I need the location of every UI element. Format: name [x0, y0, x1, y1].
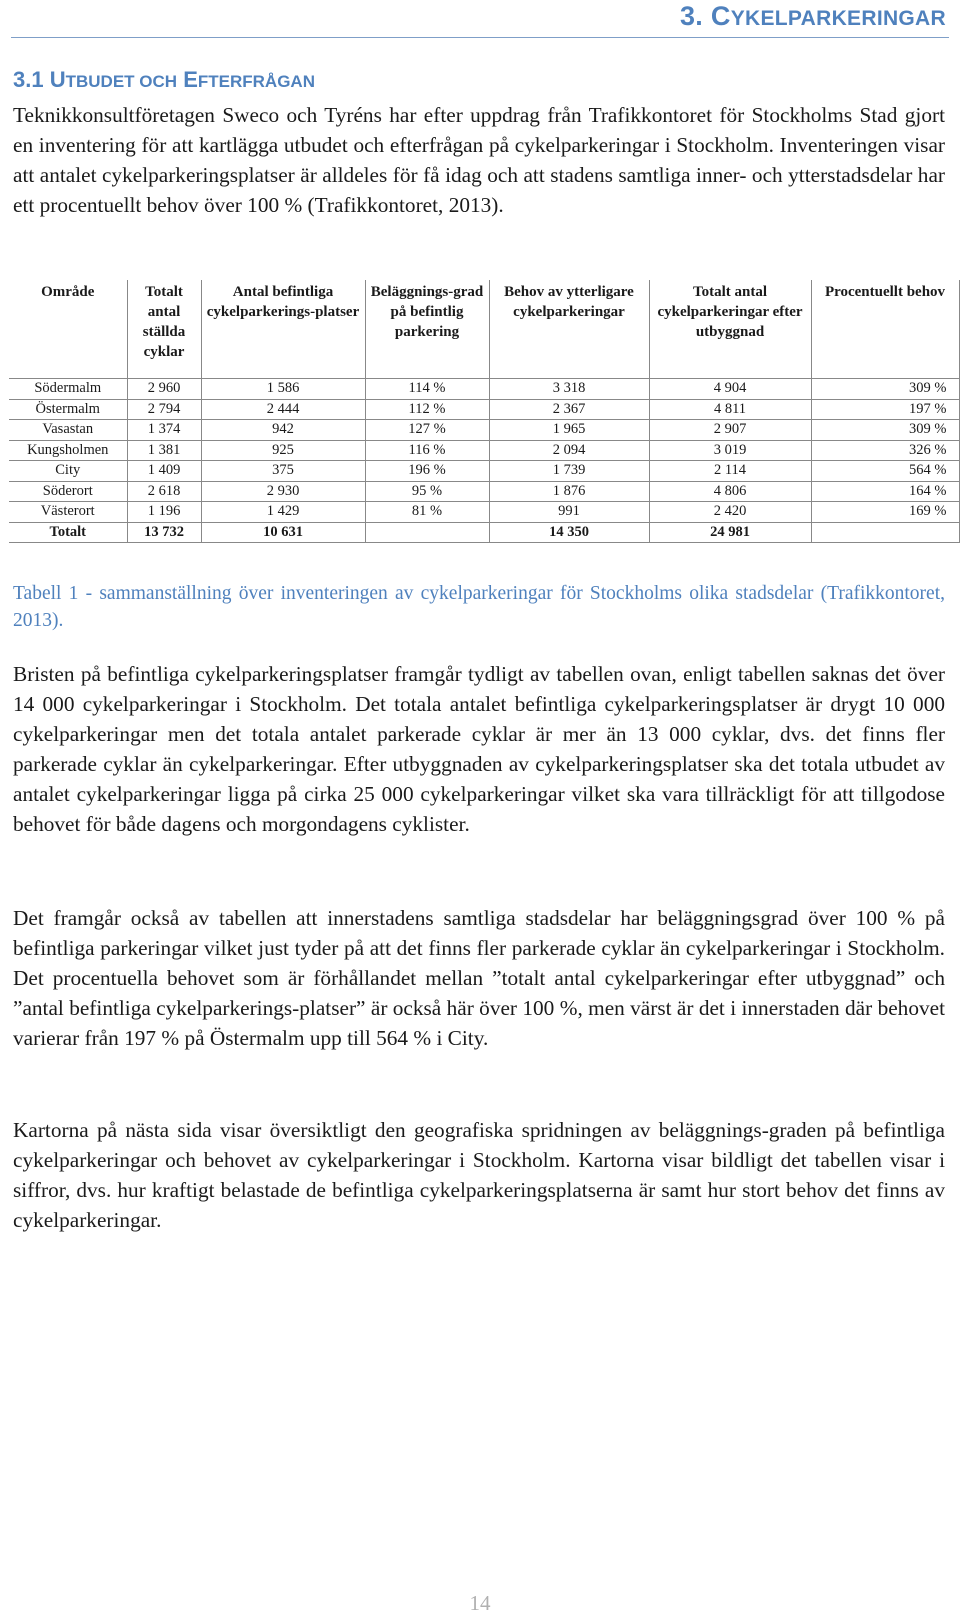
section-title-part-1: TBUDET OCH: [65, 72, 178, 91]
section-initial-2: E: [183, 67, 198, 92]
section-title-part-2: FTERFRÅGAN: [197, 72, 315, 91]
cell: 114 %: [365, 379, 489, 400]
body-paragraph-4: Kartorna på nästa sida visar översiktligt den geografiska spridningen av beläggnings-graden på befintliga cykelparkeringar och behovet av cykelparkeringar i Stockholm. Kartorna visar bildligt det tabellen visar i siffror, dvs. hur kraftigt belastade de befintliga cykelparkeringsplatserna är samt hur stort behov det finns av cykelparkeringar.: [13, 1118, 945, 1232]
cell: 925: [201, 440, 365, 461]
cell: 309 %: [811, 379, 959, 400]
cell: 4 904: [649, 379, 811, 400]
cell: 1 739: [489, 461, 649, 482]
cell: 1 429: [201, 502, 365, 523]
cell: 2 930: [201, 481, 365, 502]
cell: 81 %: [365, 502, 489, 523]
header-totalt-antal-stallda-cyklar: Totalt antal ställda cyklar: [127, 280, 201, 379]
cell: 1 876: [489, 481, 649, 502]
cell: 2 094: [489, 440, 649, 461]
cell: 197 %: [811, 399, 959, 420]
header-behov-av-ytterligare: Behov av ytterligare cykelparkeringar: [489, 280, 649, 379]
cell: 3 318: [489, 379, 649, 400]
cell: 2 444: [201, 399, 365, 420]
body-paragraph-3: Det framgår också av tabellen att innerstadens samtliga stadsdelar har beläggningsgrad över 100 % på befintliga parkeringar vilket just tyder på att det finns fler parkerade cyklar än cykelparkeringar i Stockholm. Det procentuella behovet som är förhållandet mellan ”totalt antal cykelparkeringar efter utbyggnad” och ”antal befintliga cykelparkerings-platser” är också här över 100 %, men värst är det i innerstaden där behovet varierar från 197 % på Östermalm upp till 564 % i City.: [13, 906, 945, 1050]
cell-area: Västerort: [9, 502, 127, 523]
cell-total: 24 981: [649, 522, 811, 543]
cell: 1 374: [127, 420, 201, 441]
table-caption: Tabell 1 - sammanställning över inventeringen av cykelparkeringar för Stockholms olika stadsdelar (Trafikkontoret, 2013).: [13, 583, 945, 631]
header-antal-befintliga: Antal befintliga cykelparkerings-platser: [201, 280, 365, 379]
cell-total: 13 732: [127, 522, 201, 543]
table-row: [9, 379, 959, 400]
cell: 375: [201, 461, 365, 482]
cell: 564 %: [811, 461, 959, 482]
cell: 309 %: [811, 420, 959, 441]
table-row: [9, 420, 959, 441]
cell: 1 586: [201, 379, 365, 400]
table-header-row: [9, 280, 959, 379]
page-number: 14: [469, 1591, 491, 1615]
table-row: [9, 461, 959, 482]
cell: 991: [489, 502, 649, 523]
table-total-row: [9, 522, 959, 543]
cell: 112 %: [365, 399, 489, 420]
cell: 326 %: [811, 440, 959, 461]
header-procentuellt-behov: Procentuellt behov: [811, 280, 959, 379]
cell-total-label: Totalt: [9, 522, 127, 543]
header-totalt-efter-utbyggnad: Totalt antal cykelparkeringar efter utbyggnad: [649, 280, 811, 379]
cell: 196 %: [365, 461, 489, 482]
cell: 2 618: [127, 481, 201, 502]
cell-total: 10 631: [201, 522, 365, 543]
header-belaggningsgrad: Beläggnings-grad på befintlig parkering: [365, 280, 489, 379]
cell: 2 114: [649, 461, 811, 482]
chapter-heading: [680, 0, 946, 35]
cell-total: 14 350: [489, 522, 649, 543]
cell: 3 019: [649, 440, 811, 461]
cell-total-empty: [365, 522, 489, 543]
cell: 169 %: [811, 502, 959, 523]
body-paragraph-2: Bristen på befintliga cykelparkeringsplatser framgår tydligt av tabellen ovan, enligt tabellen saknas det över 14 000 cykelparkeringar i Stockholm. Det totala antalet befintliga cykelparkeringsplatser är drygt 10 000 cykelparkeringar men det totala antalet parkerade cyklar är mer än 13 000 cyklar, dvs. det finns fler parkerade cyklar än cykelparkeringar. Efter utbyggnaden av cykelparkeringsplatser ska det totala utbudet av antalet cykelparkeringar ligga på cirka 25 000 cykelparkeringar vilket ska vara tillräckligt för att tillgodose behovet för både dagens och morgondagens cyklister.: [13, 662, 945, 836]
section-heading: [13, 66, 315, 96]
cell: 1 965: [489, 420, 649, 441]
cell-area: Södermalm: [9, 379, 127, 400]
inventory-table: [9, 280, 960, 543]
chapter-number: 3.: [679, 1, 704, 31]
cell: 4 806: [649, 481, 811, 502]
table-row: [9, 502, 959, 523]
cell: 2 907: [649, 420, 811, 441]
header-rule: [11, 37, 949, 38]
cell: 2 420: [649, 502, 811, 523]
intro-paragraph: Teknikkonsultföretagen Sweco och Tyréns har efter uppdrag från Trafikkontoret för Stockholms Stad gjort en inventering för att kartlägga utbudet och efterfrågan på cykelparkeringar i Stockholm. Inventeringen visar att antalet cykelparkeringsplatser är alldeles för få idag och att stadens samtliga inner- och ytterstadsdelar har ett procentuellt behov över 100 % (Trafikkontoret, 2013).: [13, 103, 945, 217]
header-omrade: Område: [9, 280, 127, 379]
cell: 2 794: [127, 399, 201, 420]
table-row: [9, 440, 959, 461]
cell-area: City: [9, 461, 127, 482]
cell: 4 811: [649, 399, 811, 420]
cell: 116 %: [365, 440, 489, 461]
chapter-initial: C: [710, 1, 731, 31]
section-number: 3.1: [13, 67, 44, 92]
section-initial-1: U: [49, 67, 66, 92]
table-row: [9, 399, 959, 420]
cell: 95 %: [365, 481, 489, 502]
cell-area: Östermalm: [9, 399, 127, 420]
cell-area: Vasastan: [9, 420, 127, 441]
cell: 127 %: [365, 420, 489, 441]
cell: 1 409: [127, 461, 201, 482]
cell-area: Söderort: [9, 481, 127, 502]
cell-area: Kungsholmen: [9, 440, 127, 461]
cell-total-empty: [811, 522, 959, 543]
cell: 942: [201, 420, 365, 441]
cell: 2 367: [489, 399, 649, 420]
cell: 2 960: [127, 379, 201, 400]
chapter-title-rest: YKELPARKERINGAR: [730, 7, 946, 30]
cell: 164 %: [811, 481, 959, 502]
cell: 1 196: [127, 502, 201, 523]
cell: 1 381: [127, 440, 201, 461]
table-row: [9, 481, 959, 502]
